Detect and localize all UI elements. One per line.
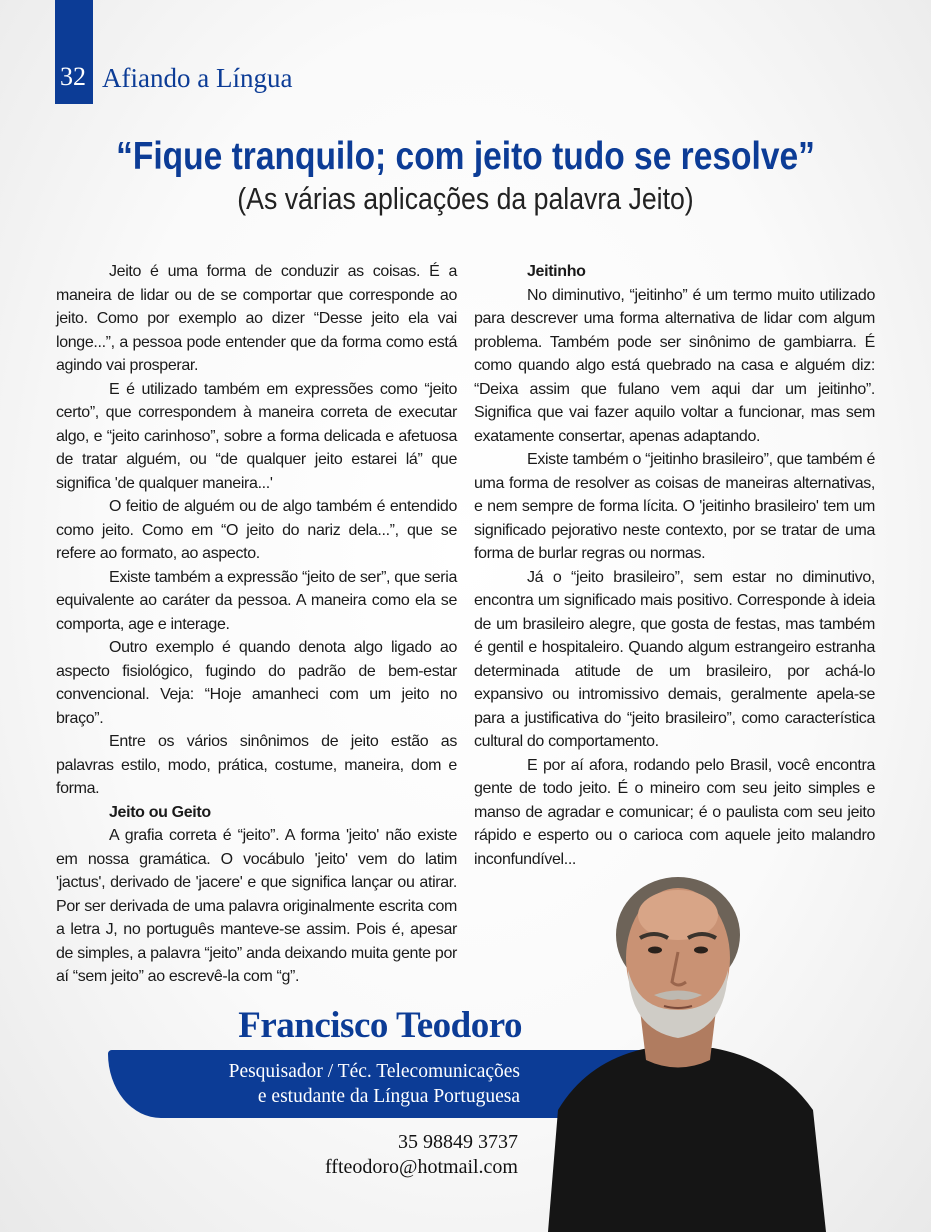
paragraph: Jeito é uma forma de conduzir as coisas. É a maneira de lidar ou de se comportar que corresponde ao jeito. Como por exemplo ao dizer “Desse jeito ela vai longe...”, a pessoa pode entender que da forma como está agindo vai prosperar.: [56, 263, 457, 374]
paragraph: Entre os vários sinônimos de jeito estão as palavras estilo, modo, prática, costume, maneira, dom e forma.: [56, 733, 457, 797]
author-phone: 35 98849 3737: [398, 1131, 518, 1153]
author-contact: [270, 1130, 518, 1180]
page-number: 32: [60, 62, 86, 91]
author-role-line: e estudante da Língua Portuguesa: [257, 1086, 520, 1107]
author-role: [150, 1059, 520, 1109]
paragraph: E é utilizado também em expressões como “jeito certo”, que correspondem à maneira correta de executar algo, e “jeito carinhoso”, sobre a forma delicada e afetuosa de tratar alguém, ou “de qualquer jeito estarei lá” que significa 'de qualquer maneira...': [56, 380, 457, 492]
author-role-line: Pesquisador / Téc. Telecomunicações: [228, 1061, 520, 1082]
article-title: “Fique tranquilo; com jeito tudo se resolve”: [116, 135, 815, 178]
paragraph: No diminutivo, “jeitinho” é um termo muito utilizado para descrever uma forma alternativa de lidar com algum problema. Também pode ser sinônimo de gambiarra. É como quando algo está quebrado na casa e alguém diz: “Deixa assim que fulano vem aqui dar um jeitinho”. Significa que vai fazer aquilo voltar a funcionar, mas sem exatamente consertar, apenas adaptando.: [474, 286, 875, 445]
paragraph: Existe também o “jeitinho brasileiro”, que também é uma forma de resolver as coisas de maneiras alternativas, e nem sempre de forma lícita. O 'jeitinho brasileiro' tem um significado pejorativo neste contexto, por se tratar de uma forma de burlar regras ou normas.: [474, 451, 875, 562]
right-column: [474, 260, 875, 871]
article-subtitle: (As várias aplicações da palavra Jeito): [237, 181, 694, 216]
paragraph: A grafia correta é “jeito”. A forma 'jeito' não existe em nossa gramática. O vocábulo 'jeito' vem do latim 'jactus', derivado de 'jacere' e que significa lançar ou atirar. Por ser derivada de uma palavra originalmente escrita com a letra J, no português manteve-se assim. Pois é, apesar de simples, a palavra “jeito” anda deixando muita gente por aí “sem jeito” ao escrevê-la com “g”.: [56, 827, 457, 985]
author-email: ffteodoro@hotmail.com: [324, 1156, 518, 1178]
paragraph: Existe também a expressão “jeito de ser”, que seria equivalente ao caráter da pessoa. A maneira como ela se comporta, age e interage.: [56, 568, 457, 633]
author-portrait-icon: [528, 860, 828, 1232]
paragraph: O feitio de alguém ou de algo também é entendido como jeito. Como em “O jeito do nariz dela...”, que se refere ao formato, ao aspecto.: [56, 498, 457, 562]
section-heading: Jeitinho: [527, 263, 586, 280]
left-column: [56, 260, 457, 989]
section-title: Afiando a Língua: [102, 63, 293, 93]
author-name: Francisco Teodoro: [238, 1005, 522, 1046]
paragraph: Outro exemplo é quando denota algo ligado ao aspecto fisiológico, fugindo do padrão de bem-estar convencional. Veja: “Hoje amanheci com um jeito no braço”.: [56, 639, 457, 727]
section-heading: Jeito ou Geito: [109, 803, 211, 821]
paragraph: E por aí afora, rodando pelo Brasil, você encontra gente de todo jeito. É o mineiro com seu jeito simples e manso de agradar e comunicar; é o paulista com seu jeito rápido e esperto ou o carioca com aquele jeito malandro inconfundível...: [474, 756, 875, 868]
paragraph: Já o “jeito brasileiro”, sem estar no diminutivo, encontra um significado mais positivo. Corresponde à ideia de um brasileiro alegre, que gosta de festas, mas também é gentil e hospitaleiro. Quando algum estrangeiro estranha determinada atitude de um brasileiro, por achá-lo expansivo ou intromissivo demais, geralmente apela-se para a justificativa do “jeito brasileiro”, como característica cultural do comportamento.: [474, 568, 875, 750]
